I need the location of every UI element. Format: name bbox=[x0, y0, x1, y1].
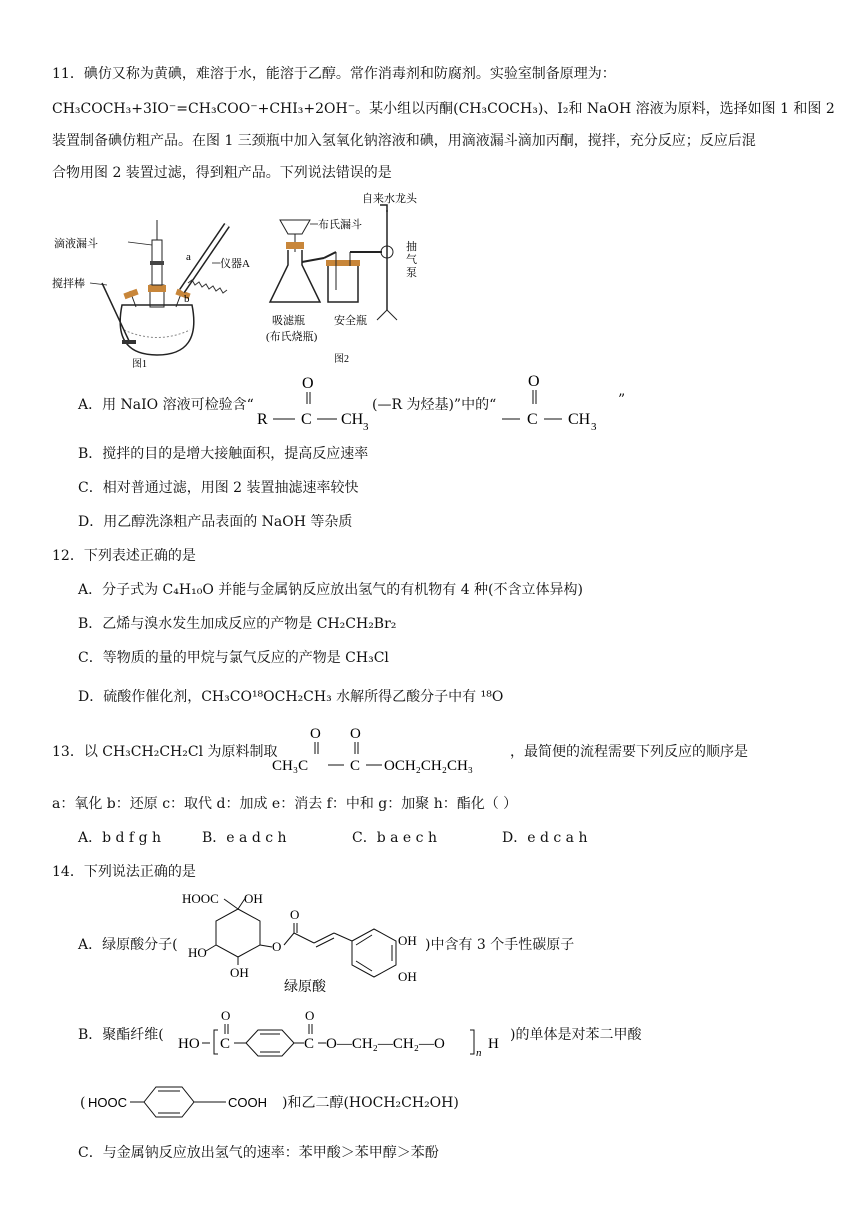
figure-1-apparatus bbox=[52, 205, 267, 370]
q11-line3: 装置制备碘仿粗产品。在图 1 三颈瓶中加入氢氧化钠溶液和碘，用滴液漏斗滴加丙酮，搅拌，充分反应；反应后混 bbox=[52, 133, 756, 149]
label-safety-bottle: 安全瓶 bbox=[334, 315, 367, 327]
svg-text:R: R bbox=[257, 411, 268, 428]
svg-text:O: O bbox=[221, 1008, 231, 1023]
svg-text:H: H bbox=[488, 1036, 499, 1052]
q13-stem-pre: 13．以 CH₃CH₂CH₂Cl 为原料制取 bbox=[52, 744, 278, 760]
svg-text:3: 3 bbox=[591, 421, 597, 433]
svg-text:C: C bbox=[220, 1036, 231, 1052]
svg-text:O: O bbox=[302, 375, 314, 392]
q14-option-b-post: )的单体是对苯二甲酸 bbox=[510, 1027, 642, 1043]
label-tap: 自来水龙头 bbox=[362, 193, 417, 205]
q11-option-b: B．搅拌的目的是增大接触面积，提高反应速率 bbox=[78, 446, 369, 462]
svg-text:O—CH₂—CH₂—O: O—CH₂—CH₂—O bbox=[326, 1036, 445, 1052]
svg-text:C: C bbox=[527, 411, 538, 428]
svg-text:OCH₂CH₂CH₃: OCH₂CH₂CH₃ bbox=[384, 758, 474, 774]
q12-stem: 12．下列表述正确的是 bbox=[52, 548, 196, 564]
q11-option-a-mid: (—R 为烃基)”中的“ bbox=[372, 397, 497, 413]
q14-option-b2-pre: ( bbox=[80, 1095, 86, 1111]
q14-option-c: C．与金属钠反应放出氢气的速率：苯甲酸＞苯甲醇＞苯酚 bbox=[78, 1145, 439, 1161]
pump-char-1: 抽 bbox=[406, 241, 417, 253]
q11-line1: 11．碘仿又称为黄碘，难溶于水，能溶于乙醇。常作消毒剂和防腐剂。实验室制备原理为： bbox=[52, 66, 616, 82]
q12-option-c: C．等物质的量的甲烷与氯气反应的产物是 CH₃Cl bbox=[78, 650, 389, 666]
figure-2-apparatus bbox=[262, 190, 422, 370]
pump-char-2: 气 bbox=[406, 254, 417, 266]
propyl-pyruvate-structure bbox=[270, 722, 500, 778]
label-filter-flask: 吸滤瓶 bbox=[272, 315, 305, 327]
chlorogenic-acid-structure bbox=[180, 885, 430, 995]
terephthalic-acid-structure bbox=[86, 1077, 282, 1121]
q13-option-d: D．e d c a h bbox=[502, 830, 588, 846]
q11-line2: CH₃COCH₃+3IO⁻=CH₃COO⁻+CHI₃+2OH⁻。某小组以丙酮(CH₃COCH₃)、I₂和 NaOH 溶液为原料，选择如图 1 和图 2 bbox=[52, 101, 835, 117]
pump-char-3: 泵 bbox=[406, 267, 417, 279]
svg-text:C: C bbox=[301, 411, 312, 428]
svg-text:HOOC: HOOC bbox=[182, 891, 219, 906]
q11-option-d: D．用乙醇洗涤粗产品表面的 NaOH 等杂质 bbox=[78, 514, 353, 530]
svg-text:O: O bbox=[528, 373, 540, 390]
svg-text:O: O bbox=[310, 726, 321, 742]
svg-text:CH: CH bbox=[568, 411, 591, 428]
q12-option-d: D．硫酸作催化剂，CH₃CO¹⁸OCH₂CH₃ 水解所得乙酸分子中有 ¹⁸O bbox=[78, 689, 504, 705]
polyester-fiber-structure bbox=[176, 1004, 512, 1060]
svg-text:CH₃C: CH₃C bbox=[272, 758, 309, 774]
q14-option-b2-post: )和乙二醇(HOCH₂CH₂OH) bbox=[282, 1095, 459, 1111]
svg-text:CH: CH bbox=[341, 411, 364, 428]
q14-option-b-pre: B．聚酯纤维( bbox=[78, 1027, 164, 1043]
q13-stem-post: ，最简便的流程需要下列反应的顺序是 bbox=[510, 744, 748, 760]
q13-option-a: A．b d f g h bbox=[78, 830, 161, 846]
svg-text:n: n bbox=[476, 1047, 482, 1059]
svg-text:OH: OH bbox=[230, 965, 249, 980]
q14-option-a-post: )中含有 3 个手性碳原子 bbox=[425, 937, 575, 953]
methyl-ketone-structure bbox=[255, 372, 375, 434]
label-dropping-funnel: 滴液漏斗 bbox=[54, 238, 98, 250]
q12-option-a: A．分子式为 C₄H₁₀O 并能与金属钠反应放出氢气的有机物有 4 种(不含立体异构) bbox=[78, 582, 583, 598]
figure-2-caption: 图2 bbox=[334, 354, 349, 365]
svg-text:C: C bbox=[304, 1036, 315, 1052]
svg-text:HO: HO bbox=[188, 945, 207, 960]
acetyl-group-structure bbox=[500, 370, 610, 434]
q13-reaction-codes: a：氧化 b：还原 c：取代 d：加成 e：消去 f：中和 g：加聚 h：酯化（ ） bbox=[52, 796, 518, 812]
figure-1-caption: 图1 bbox=[132, 359, 147, 370]
q13-option-b: B．e a d c h bbox=[202, 830, 287, 846]
chlorogenic-acid-name: 绿原酸 bbox=[284, 980, 326, 995]
label-a: a bbox=[186, 251, 191, 263]
svg-text:HO: HO bbox=[178, 1036, 200, 1052]
label-buchner-flask: (布氏烧瓶) bbox=[266, 331, 318, 343]
q12-option-b: B．乙烯与溴水发生加成反应的产物是 CH₂CH₂Br₂ bbox=[78, 616, 397, 632]
svg-text:COOH: COOH bbox=[228, 1095, 267, 1110]
svg-text:O: O bbox=[290, 907, 300, 922]
q14-option-a-pre: A．绿原酸分子( bbox=[78, 937, 178, 953]
q14-stem: 14．下列说法正确的是 bbox=[52, 864, 196, 880]
svg-text:OH: OH bbox=[244, 891, 263, 906]
label-b: b bbox=[184, 293, 190, 305]
svg-text:O: O bbox=[305, 1008, 315, 1023]
q13-option-c: C．b a e c h bbox=[352, 830, 437, 846]
svg-text:O: O bbox=[272, 939, 282, 954]
svg-text:HOOC: HOOC bbox=[88, 1095, 127, 1110]
q11-option-a-end: ” bbox=[618, 392, 626, 408]
svg-text:OH: OH bbox=[398, 969, 417, 984]
label-instrument-a: 仪器A bbox=[220, 258, 250, 270]
label-stirrer: 搅拌棒 bbox=[52, 278, 85, 290]
q11-option-c: C．相对普通过滤，用图 2 装置抽滤速率较快 bbox=[78, 480, 359, 496]
q11-line4: 合物用图 2 装置过滤，得到粗产品。下列说法错误的是 bbox=[52, 165, 392, 181]
svg-text:OH: OH bbox=[398, 933, 417, 948]
label-buchner-funnel: 布氏漏斗 bbox=[318, 219, 362, 231]
svg-text:C: C bbox=[350, 758, 361, 774]
label-pump bbox=[406, 239, 420, 279]
q11-option-a-pre: A．用 NaIO 溶液可检验含“ bbox=[78, 397, 254, 413]
svg-text:O: O bbox=[350, 726, 361, 742]
svg-text:3: 3 bbox=[363, 421, 369, 433]
